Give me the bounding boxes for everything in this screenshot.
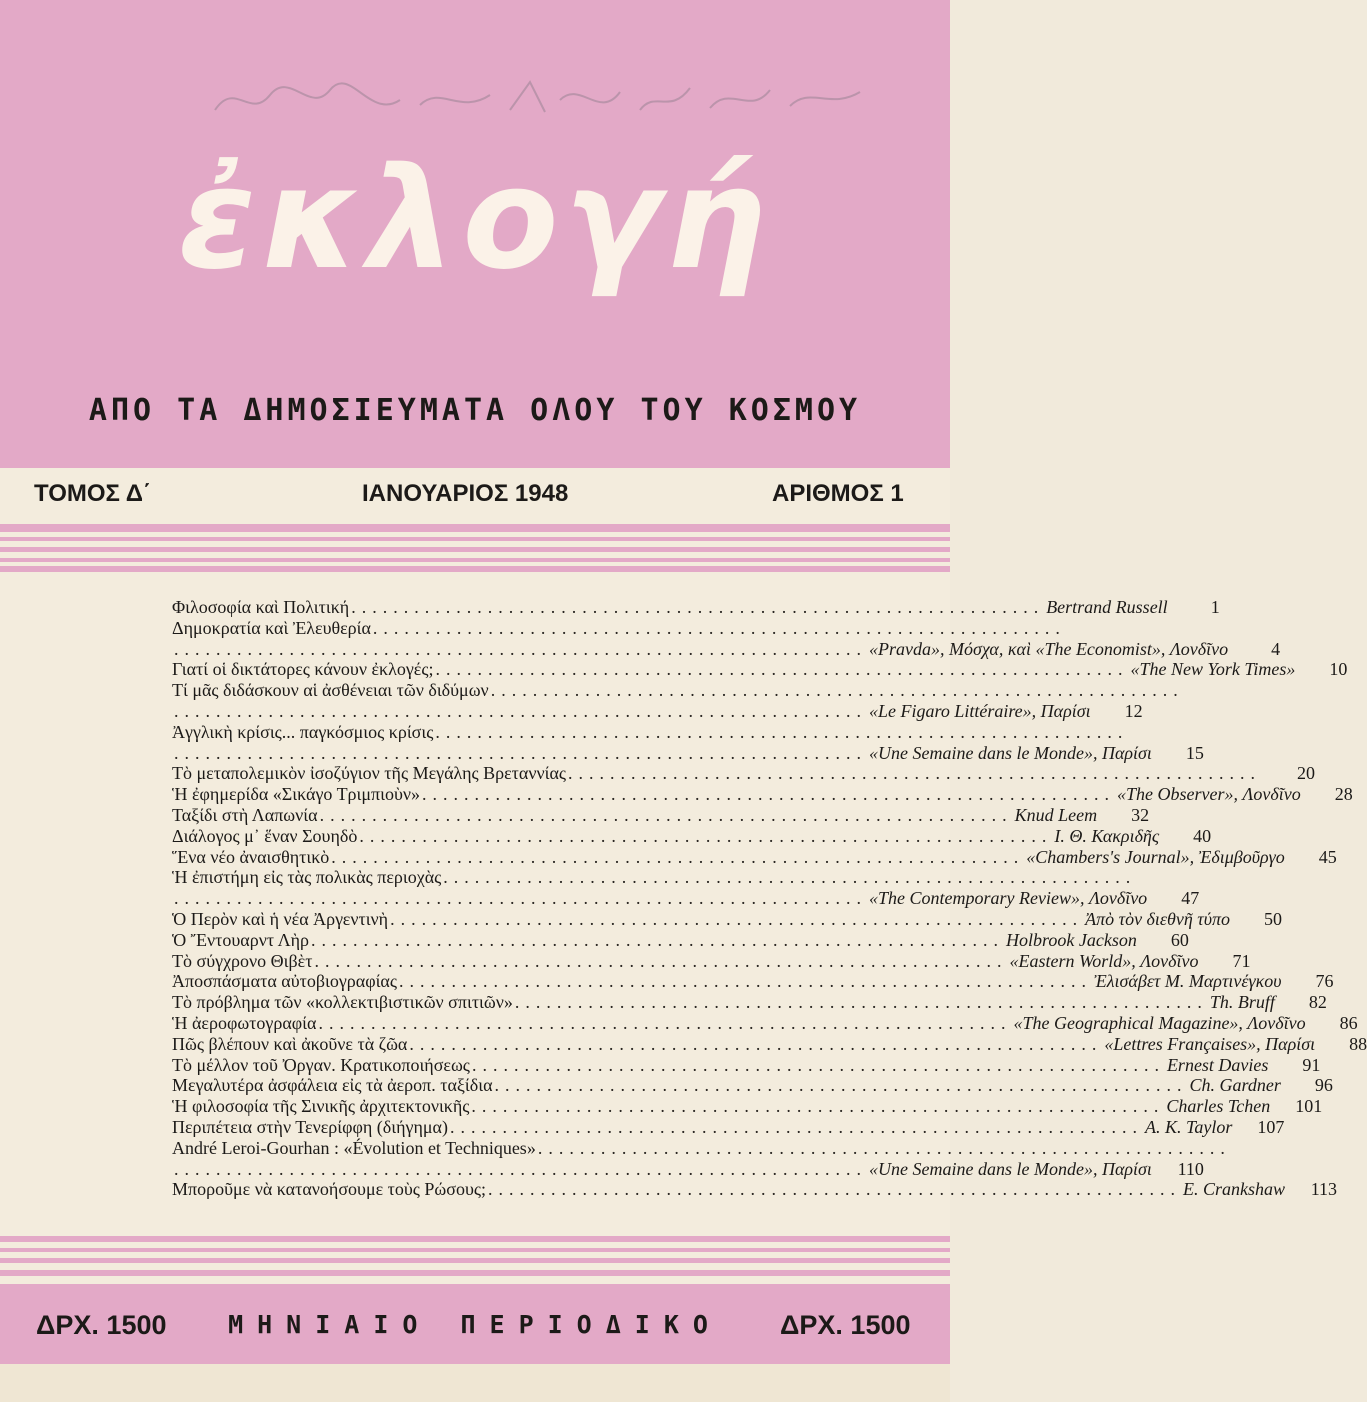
toc-entry-page: 113 [1310, 1179, 1338, 1200]
toc-entry-source: Ch. Gardner [1189, 1075, 1281, 1096]
toc-entry-source: «Une Semaine dans le Monde», Παρίσι [869, 742, 1152, 763]
toc-entry-title: Ἀποσπάσματα αὐτοβιογραφίας [172, 971, 397, 992]
toc-entry-source: «Pravda», Μόσχα, καὶ «The Economist», Λονδῖνο [869, 638, 1229, 659]
toc-entry-source: «The Observer», Λονδῖνο [1117, 784, 1301, 805]
toc-leader-dots: .................................................................. [399, 971, 1092, 992]
toc-leader-dots: .................................................................. [351, 597, 1045, 617]
toc-entry-title: Μποροῦμε νὰ κατανοήσουμε τοὺς Ρώσους; [172, 1179, 487, 1200]
toc-entry [172, 680, 1184, 701]
lower-stripes [0, 1232, 950, 1284]
toc-entry-title: Δημοκρατία καὶ Ἐλευθερία [172, 617, 371, 638]
toc-leader-dots: .................................................................. [494, 1075, 1188, 1096]
bottom-margin [0, 1364, 950, 1402]
toc-leader-dots: .................................................................. [409, 1033, 1103, 1054]
toc-entry [172, 846, 1337, 868]
toc-entry-title: Ἀγγλικὴ κρίσις... παγκόσμιος κρίσις [172, 721, 434, 742]
toc-leader-dots: .................................................................. [471, 1054, 1165, 1075]
toc-entry-page: 1 [1210, 597, 1220, 617]
toc-leader-dots: .................................................................. [422, 784, 1116, 805]
toc-entry-page: 110 [1177, 1158, 1204, 1179]
toc-entry-title: Τὸ σύγχρονο Θιβὲτ [172, 950, 313, 971]
toc-leader-dots: .................................................................. [174, 700, 867, 721]
upper-stripes [0, 520, 950, 580]
toc-entry-title: Τὸ μεταπολεμικὸν ἰσοζύγιον τῆς Μεγάλης Βρεταννίας [172, 763, 567, 784]
toc-entry-source: Charles Tchen [1166, 1096, 1271, 1117]
toc-entry-page: 45 [1318, 846, 1337, 867]
toc-entry-page: 10 [1329, 659, 1348, 680]
toc-entry-title: Γιατί οἱ δικτάτορες κάνουν ἐκλογές; [172, 659, 434, 680]
toc-entry [172, 700, 1143, 722]
toc-entry [172, 888, 1200, 909]
toc-entry [172, 784, 1353, 805]
toc-entry-page: 82 [1308, 992, 1327, 1013]
toc-entry-page: 91 [1302, 1054, 1321, 1075]
toc-entry [172, 597, 1220, 618]
toc-entry-source: Th. Bruff [1209, 992, 1275, 1013]
toc-entry-title: Ταξίδι στὴ Λαπωνία [172, 804, 318, 825]
toc-entry-title: Περιπέτεια στὴν Τενερίφφη (διήγημα) [172, 1116, 448, 1137]
toc-entry-page: 15 [1185, 742, 1204, 763]
issue-date: ΙΑΝΟΥΑΡΙΟΣ 1948 [362, 480, 569, 507]
toc-leader-dots: .................................................................. [443, 867, 1137, 888]
toc-leader-dots: .................................................................. [537, 1137, 1231, 1158]
toc-entry-page: 60 [1170, 929, 1189, 950]
toc-entry [172, 867, 1137, 888]
toc-leader-dots: .................................................................. [372, 617, 1066, 638]
toc-entry [172, 742, 1204, 764]
toc-entry [172, 1012, 1358, 1034]
toc-entry [172, 950, 1251, 972]
toc-entry-title: Μεγαλυτέρα ἀσφάλεια εἰς τὰ ἀεροπ. ταξίδια [172, 1075, 493, 1096]
toc-entry-title: Ἡ ἀεροφωτογραφία [172, 1012, 317, 1033]
toc-entry [172, 638, 1281, 660]
toc-entry-page: 101 [1295, 1096, 1323, 1117]
toc-entry-source: Ἐλισάβετ Μ. Μαρτινέγκου [1094, 971, 1282, 992]
masthead-subtitle: ΑΠΟ ΤΑ ΔΗΜΟΣΙΕΥΜΑΤΑ ΟΛΟΥ ΤΟΥ ΚΟΣΜΟΥ [88, 393, 862, 428]
toc-entry-source: «The Contemporary Review», Λονδῖνο [869, 888, 1148, 909]
toc-entry-source: «The New York Times» [1130, 659, 1296, 680]
toc-leader-dots: .................................................................. [435, 659, 1129, 680]
toc-entry-title: Διάλογος μ᾽ ἕναν Σουηδὸ [172, 825, 358, 846]
toc-leader-dots: .................................................................. [319, 804, 1013, 825]
toc-entry-source: Ἀπὸ τὸν διεθνῆ τύπο [1085, 908, 1230, 929]
handwritten-note [210, 70, 870, 130]
toc-entry-source: «Lettres Françaises», Παρίσι [1104, 1033, 1316, 1054]
toc-entry-page: 40 [1193, 825, 1212, 846]
toc-leader-dots: .................................................................. [490, 680, 1184, 701]
toc-entry-title: Ὁ Περὸν καὶ ἡ νέα Ἀργεντινὴ [172, 908, 389, 929]
toc-entry-source: E. Crankshaw [1183, 1179, 1286, 1200]
toc-entry [172, 1158, 1204, 1180]
toc-entry-title: Τί μᾶς διδάσκουν αἱ ἀσθένειαι τῶν διδύμων [172, 680, 489, 701]
toc-entry-source: «The Geographical Magazine», Λονδῖνο [1013, 1012, 1306, 1033]
toc-leader-dots: .................................................................. [359, 825, 1053, 846]
toc-entry [172, 721, 1129, 743]
toc-entry-page: 47 [1181, 888, 1200, 909]
toc-entry-title: Τὸ πρόβλημα τῶν «κολλεκτιβιστικῶν σπιτιῶν» [172, 992, 513, 1013]
price-left: ΔΡΧ. 1500 [36, 1310, 167, 1340]
toc-entry-page: 107 [1257, 1116, 1285, 1137]
toc-entry-title: Πῶς βλέπουν καὶ ἀκοῦνε τὰ ζῶα [172, 1033, 408, 1054]
toc-entry-page: 88 [1349, 1033, 1367, 1054]
toc-leader-dots: .................................................................. [471, 1096, 1165, 1117]
toc-entry-page: 86 [1339, 1012, 1358, 1033]
toc-entry [172, 825, 1212, 847]
toc-entry-title: Τὸ μέλλον τοῦ Ὀργαν. Κρατικοποιήσεως [172, 1054, 470, 1075]
toc-entry-source: Holbrook Jackson [1006, 929, 1137, 950]
toc-leader-dots: .................................................................. [314, 950, 1008, 971]
price-right: ΔΡΧ. 1500 [780, 1310, 911, 1340]
toc-entry [172, 1033, 1367, 1055]
issue-info-bar [0, 476, 950, 516]
toc-entry-page: 96 [1314, 1075, 1333, 1096]
toc-entry-title: Ἡ ἐπιστήμη εἰς τὰς πολικὰς περιοχὰς [172, 867, 442, 888]
toc-entry [172, 763, 1316, 784]
toc-entry [172, 1116, 1285, 1138]
toc-leader-dots: .................................................................. [174, 638, 867, 659]
toc-leader-dots: .................................................................. [488, 1179, 1182, 1200]
toc-entry-source: «Une Semaine dans le Monde», Παρίσι [869, 1158, 1152, 1179]
masthead-panel [0, 0, 950, 468]
toc-entry-source: Bertrand Russell [1046, 597, 1168, 617]
toc-leader-dots: .................................................................. [174, 888, 867, 909]
table-of-contents [172, 597, 1367, 1200]
toc-entry-page: 12 [1124, 700, 1143, 721]
toc-entry-source: «Chambers's Journal», Ἐδιμβοῦργο [1026, 846, 1285, 867]
toc-leader-dots: .................................................................. [568, 763, 1262, 784]
toc-entry [172, 804, 1150, 826]
toc-entry-source: A. K. Taylor [1144, 1116, 1233, 1137]
toc-entry [172, 617, 1066, 639]
magazine-logo: ἐκλογή [178, 138, 772, 301]
toc-leader-dots: .................................................................. [331, 846, 1025, 867]
toc-entry [172, 992, 1327, 1013]
toc-entry-title: André Leroi-Gourhan : «Évolution et Techniques» [172, 1137, 536, 1158]
toc-entry-source: Knud Leem [1014, 804, 1098, 825]
toc-leader-dots: .................................................................. [514, 992, 1208, 1013]
toc-entry-source: «Eastern World», Λονδῖνο [1009, 950, 1199, 971]
toc-entry-page: 71 [1232, 950, 1251, 971]
issue-number: ΑΡΙΘΜΟΣ 1 [772, 480, 904, 507]
toc-leader-dots: .................................................................. [311, 929, 1005, 950]
toc-entry-title: Ὁ Ἔντουαρντ Λὴρ [172, 929, 310, 950]
toc-entry [172, 908, 1282, 930]
toc-entry-source: «Le Figaro Littéraire», Παρίσι [869, 700, 1091, 721]
toc-entry [172, 1075, 1333, 1096]
toc-entry [172, 971, 1334, 992]
toc-entry-page: 50 [1264, 908, 1282, 929]
toc-entry [172, 1054, 1321, 1076]
toc-entry [172, 659, 1348, 680]
toc-entry-source: Ernest Davies [1166, 1054, 1269, 1075]
volume-label: ΤΟΜΟΣ Δ΄ [34, 480, 151, 507]
monthly-periodical-label: ΜΗΝΙΑΙΟ ΠΕΡΙΟΔΙΚΟ [228, 1310, 722, 1339]
toc-leader-dots: .................................................................. [449, 1116, 1143, 1137]
toc-entry-page: 32 [1131, 804, 1150, 825]
toc-entry-title: Ἡ ἐφημερίδα «Σικάγο Τριμπιοὺν» [172, 784, 421, 805]
toc-entry-page: 76 [1315, 971, 1334, 992]
toc-entry-title: Ἡ φιλοσοφία τῆς Σινικῆς ἀρχιτεκτονικῆς [172, 1096, 470, 1117]
toc-entry-title: Ἕνα νέο ἀναισθητικὸ [172, 846, 330, 867]
toc-leader-dots: .................................................................. [174, 1158, 867, 1179]
toc-entry [172, 1179, 1338, 1200]
toc-entry-source: Ι. Θ. Κακριδῆς [1054, 825, 1160, 846]
toc-entry-page: 4 [1271, 638, 1281, 659]
toc-entry [172, 1096, 1323, 1117]
toc-entry [172, 1137, 1231, 1159]
toc-leader-dots: .................................................................. [390, 908, 1084, 929]
toc-entry-title: Φιλοσοφία καὶ Πολιτική [172, 597, 350, 617]
toc-leader-dots: .................................................................. [435, 721, 1129, 742]
toc-entry-page: 28 [1334, 784, 1353, 805]
toc-entry [172, 929, 1189, 951]
toc-leader-dots: .................................................................. [174, 742, 867, 763]
toc-entry-page: 20 [1297, 763, 1316, 784]
toc-leader-dots: .................................................................. [318, 1012, 1012, 1033]
